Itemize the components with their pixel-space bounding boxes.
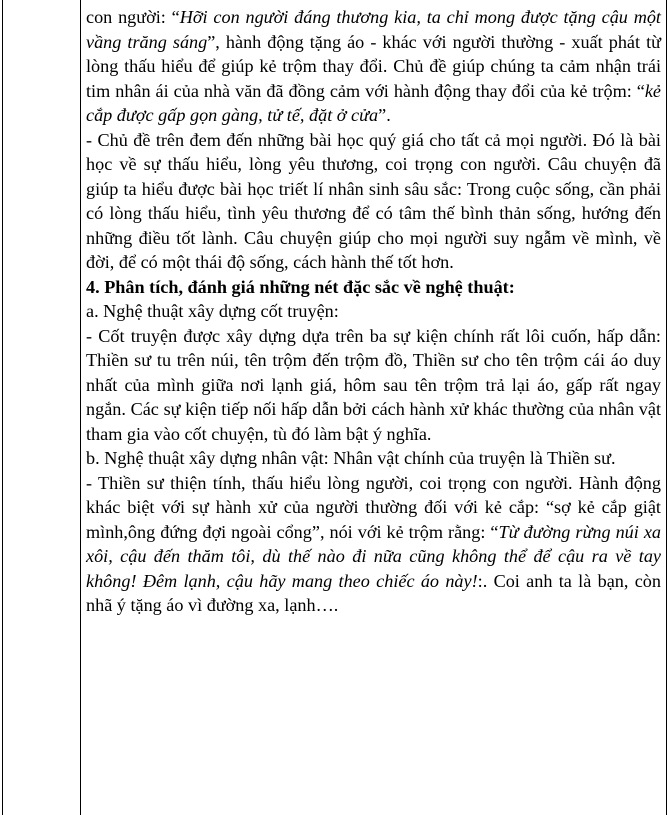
paragraph-lessons: - Chủ đề trên đem đến những bài học quý giá cho tất cả mọi người. Đó là bài học về sự thấu hiểu, lòng yêu thương, coi trọng con người. Câu chuyện đã giúp ta hiểu được bài học triết lí nhân sinh sâu sắc: Trong cuộc sống, cần phải có lòng thấu hiểu, tình yêu thương để có tâm thế bình thản sống, hướng đến những điều tốt lành. Câu chuyện giúp cho mọi người suy ngẫm về mình, về đời, để có một thái độ sống, cách hành thế tốt hơn. bbox=[86, 129, 661, 272]
table-cell-content bbox=[86, 5, 661, 618]
paragraph-theme-continuation bbox=[86, 5, 661, 128]
text-run: - Thiền sư thiện tính, thấu hiểu lòng người, coi trọng con người. Hành động khác biệt với sự hành xử của người thường đối với kẻ cắp: “sợ kẻ cắp giật mình,ông đứng đợi ngoài cổng”, nói với kẻ trộm rằng: “ bbox=[86, 472, 661, 542]
subheading-character: b. Nghệ thuật xây dựng nhân vật: Nhân vật chính của truyện là Thiền sư. bbox=[86, 448, 616, 468]
table-border-right bbox=[666, 0, 667, 815]
subheading-plot: a. Nghệ thuật xây dựng cốt truyện: bbox=[86, 301, 339, 321]
text-run: :. Coi anh ta là bạn, còn nhã ý tặng áo vì đường xa, lạnh…. bbox=[86, 570, 661, 615]
text-run: con người: “ bbox=[86, 7, 180, 27]
table-cell-left-empty bbox=[3, 0, 80, 815]
italic-quote-moon: Hỡi con người đáng thương kia, ta chỉ mong được tặng cậu một vầng trăng sáng bbox=[86, 7, 661, 52]
text-run: ”. bbox=[378, 105, 391, 125]
italic-quote-folded-shirt: kẻ cắp được gấp gọn gàng, tử tế, đặt ở cửa bbox=[86, 80, 661, 125]
italic-quote-monk-speech: Từ đường rừng núi xa xôi, cậu đến thăm tôi, dù thế nào đi nữa cũng không thể để cậu ra về tay không! Đêm lạnh, cậu hãy mang theo chiếc áo này! bbox=[86, 521, 661, 591]
paragraph-plot: - Cốt truyện được xây dựng dựa trên ba sự kiện chính rất lôi cuốn, hấp dẫn: Thiền sư tu trên núi, tên trộm đến trộm đồ, Thiền sư cho tên trộm cái áo duy nhất của mình giữa nơi lạnh giá, hôm sau tên trộm trả lại áo, gấp rất ngay ngắn. Các sự kiện tiếp nối hấp dẫn bởi cách hành xử khác thường của nhân vật tham gia vào cốt chuyện, tù đó làm bật ý nghĩa. bbox=[86, 325, 661, 444]
text-run: ”, hành động tặng áo - khác với người thường - xuất phát từ lòng thấu hiểu để giúp kẻ trộm thay đổi. Chủ đề giúp chúng ta cảm nhận trái tim nhân ái của nhà văn đã đồng cảm với hành động thay đổi của kẻ trộm: “ bbox=[86, 31, 661, 101]
table-column-divider bbox=[80, 0, 81, 815]
paragraph-character bbox=[86, 471, 661, 618]
section-heading-art: 4. Phân tích, đánh giá những nét đặc sắc về nghệ thuật: bbox=[86, 276, 515, 297]
